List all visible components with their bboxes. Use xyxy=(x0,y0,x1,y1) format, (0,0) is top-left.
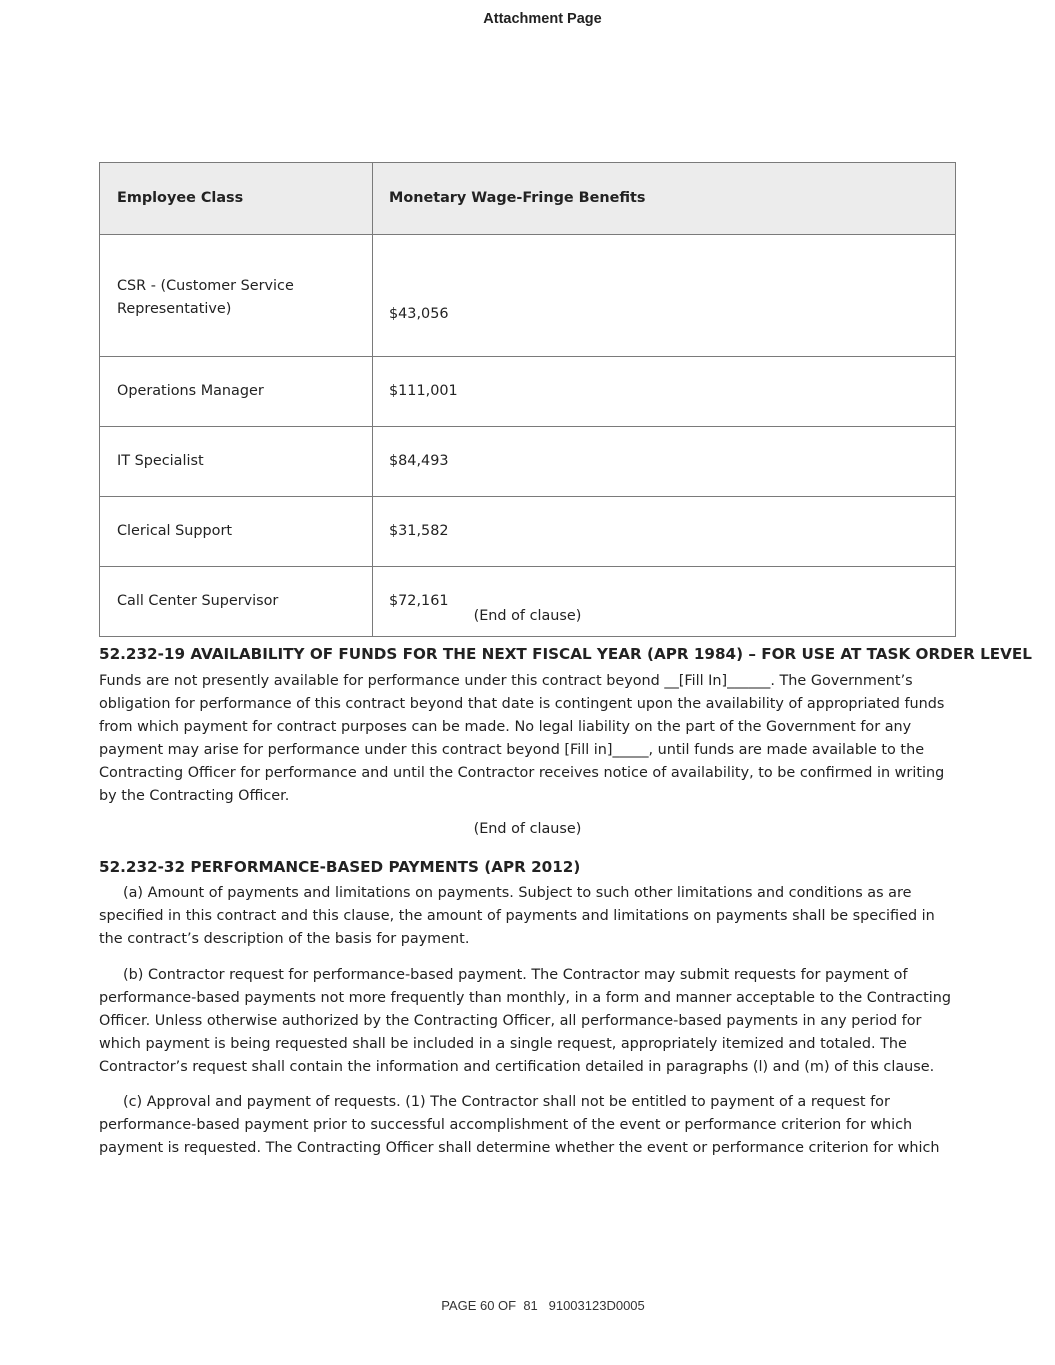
paragraph-a: (a) Amount of payments and limitations on payments. Subject to such other limitations and conditions as are specified in this contract and this clause, the amount of payments and limitations on payments shall be specified in the contract’s description of the basis for payment. xyxy=(99,885,935,947)
benefits-cell: $43,056 xyxy=(373,235,956,357)
paragraph-c: (c) Approval and payment of requests. (1) The Contractor shall not be entitled to payment of a request for performance-based payment prior to successful accomplishment of the event or performance criterion for which payment is requested. The Contracting Officer shall determine whether the event or performance criterion for which xyxy=(99,1094,940,1156)
table-header-row xyxy=(100,163,956,235)
benefits-cell: $72,161 xyxy=(373,567,956,637)
employee-class-cell: Operations Manager xyxy=(100,357,373,427)
benefits-cell: $111,001 xyxy=(373,357,956,427)
table-row xyxy=(100,427,956,497)
table-row xyxy=(100,357,956,427)
table-row xyxy=(100,567,956,637)
wage-fringe-table xyxy=(99,162,956,637)
page-footer: PAGE 60 OF 81 91003123D0005 xyxy=(441,1298,645,1313)
employee-class-cell: CSR - (Customer Service Representative) xyxy=(100,235,373,357)
benefits-cell: $84,493 xyxy=(373,427,956,497)
table-row xyxy=(100,235,956,357)
clause-body-52-232-19: Funds are not presently available for performance under this contract beyond __[Fill In]______. The Government’s obligation for performance of this contract beyond that date is contingent upon the availability of appropriated funds from which payment for contract purposes can be made. No legal liability on the part of the Government for any payment may arise for performance under this contract beyond [Fill in]_____, until funds are made available to the Contracting Officer for performance and until the Contractor receives notice of availability, to be confirmed in writing by the Contracting Officer. xyxy=(99,673,945,804)
end-of-clause-marker: (End of clause) xyxy=(473,608,582,624)
column-header-benefits: Monetary Wage-Fringe Benefits xyxy=(373,163,956,235)
clause-heading-52-232-32: 52.232-32 PERFORMANCE-BASED PAYMENTS (APR 2012) xyxy=(99,858,581,876)
end-of-clause-marker: (End of clause) xyxy=(473,821,582,837)
clause-heading-52-232-19: 52.232-19 AVAILABILITY OF FUNDS FOR THE NEXT FISCAL YEAR (APR 1984) – FOR USE AT TASK ORDER LEVEL xyxy=(99,645,1032,663)
employee-class-cell: Call Center Supervisor xyxy=(100,567,373,637)
employee-class-cell: IT Specialist xyxy=(100,427,373,497)
column-header-employee-class: Employee Class xyxy=(100,163,373,235)
benefits-cell: $31,582 xyxy=(373,497,956,567)
page-header-title: Attachment Page xyxy=(483,11,602,27)
paragraph-b: (b) Contractor request for performance-based payment. The Contractor may submit requests for payment of performance-based payments not more frequently than monthly, in a form and manner acceptable to the Contracting Officer. Unless otherwise authorized by the Contracting Officer, all performance-based payments in any period for which payment is being requested shall be included in a single request, appropriately itemized and totaled. The Contractor’s request shall contain the information and certification detailed in paragraphs (l) and (m) of this clause. xyxy=(99,967,951,1075)
table-row xyxy=(100,497,956,567)
employee-class-cell: Clerical Support xyxy=(100,497,373,567)
